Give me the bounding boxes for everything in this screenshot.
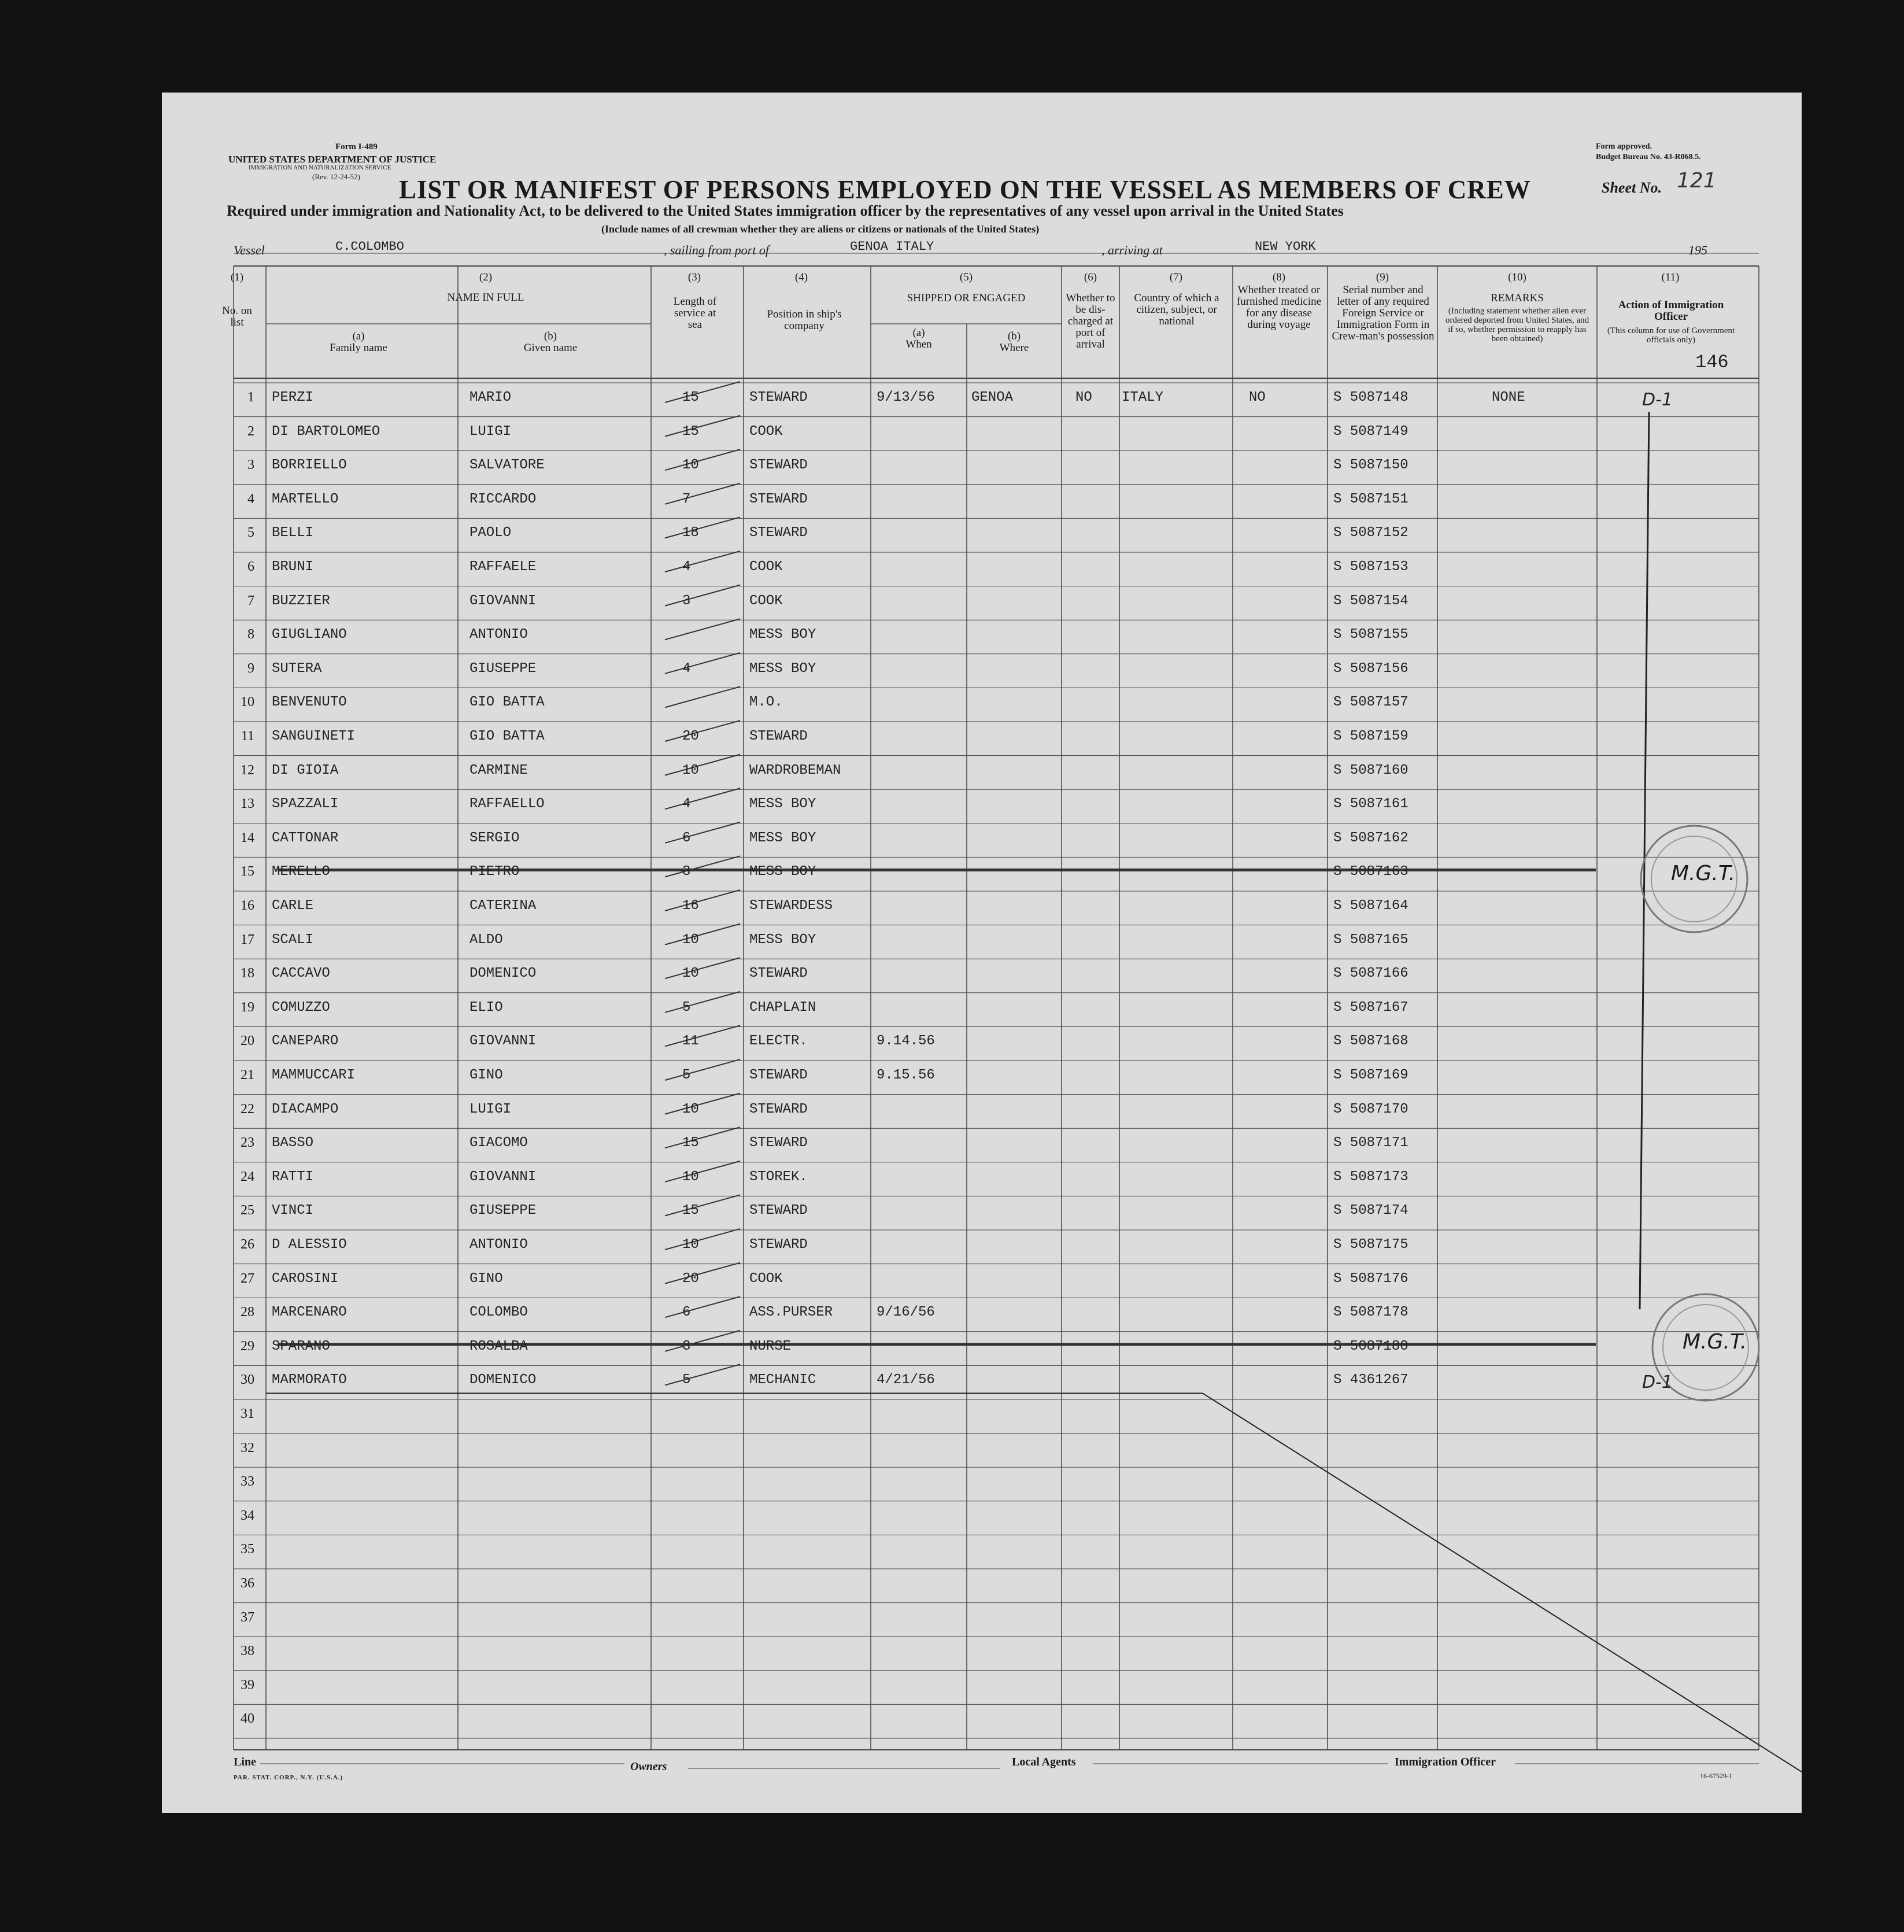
sheet-number: 121 bbox=[1677, 169, 1717, 193]
row-10-serial: S 5087157 bbox=[1333, 695, 1408, 711]
row-14-length: 6 bbox=[682, 830, 691, 846]
row-3-length: 10 bbox=[682, 457, 699, 474]
row-6-family: BRUNI bbox=[272, 559, 314, 575]
row-13-position: MESS BOY bbox=[749, 796, 816, 812]
row-16-length: 16 bbox=[682, 898, 699, 914]
row-25-length: 15 bbox=[682, 1203, 699, 1219]
row-15-given: PIETRO bbox=[469, 864, 520, 880]
row-17-length: 10 bbox=[682, 932, 699, 948]
row-5-n: 5 bbox=[247, 525, 254, 541]
row-5-given: PAOLO bbox=[469, 525, 512, 541]
empty-row-number: 32 bbox=[241, 1440, 254, 1456]
col10-number: (10) bbox=[1508, 271, 1526, 283]
col5-header: SHIPPED OR ENGAGED bbox=[907, 292, 1026, 304]
col7-number: (7) bbox=[1169, 271, 1183, 283]
row-15-length: 3 bbox=[682, 864, 691, 880]
row-11-position: STEWARD bbox=[749, 729, 808, 744]
row-22-length: 10 bbox=[682, 1101, 699, 1117]
row-15-n: 15 bbox=[241, 864, 254, 880]
col10-header: REMARKS bbox=[1491, 292, 1544, 304]
col5-number: (5) bbox=[959, 271, 973, 283]
row-21-length: 5 bbox=[682, 1067, 691, 1083]
row-30-n: 30 bbox=[241, 1372, 254, 1388]
footer-line-label: Line bbox=[234, 1756, 256, 1768]
form-subtitle: Required under immigration and Nationality Act, to be delivered to the United States immigration officer by the representatives of any vessel upon arrival in the United States bbox=[227, 202, 1344, 219]
row-19-position: CHAPLAIN bbox=[749, 999, 816, 1015]
row-19-family: COMUZZO bbox=[272, 999, 330, 1015]
col11-number: (11) bbox=[1661, 271, 1680, 283]
row-9-length: 4 bbox=[682, 660, 691, 677]
row-24-position: STOREK. bbox=[749, 1169, 808, 1185]
row-21-given: GINO bbox=[469, 1067, 503, 1083]
row-12-position: WARDROBEMAN bbox=[749, 762, 841, 778]
row-4-position: STEWARD bbox=[749, 491, 808, 507]
row-11-family: SANGUINETI bbox=[272, 729, 356, 744]
row-29-family: SPARANO bbox=[272, 1338, 330, 1354]
vessel-label: Vessel bbox=[234, 243, 265, 257]
row-22-given: LUIGI bbox=[469, 1101, 512, 1117]
tally-slash bbox=[665, 1094, 740, 1114]
row-19-length: 5 bbox=[682, 999, 691, 1015]
arriving-label: , arriving at bbox=[1101, 243, 1163, 257]
tally-slash bbox=[665, 992, 740, 1013]
service-name: IMMIGRATION AND NATURALIZATION SERVICE bbox=[249, 164, 391, 171]
row-17-position: MESS BOY bbox=[749, 932, 816, 948]
col11-note: (This column for use of Government officials only) bbox=[1607, 326, 1735, 345]
col11-header: Action of Immigration Officer bbox=[1618, 299, 1724, 323]
row-18-serial: S 5087166 bbox=[1333, 966, 1408, 982]
table-grid-lines bbox=[162, 93, 1802, 1813]
row-22-family: DIACAMPO bbox=[272, 1101, 339, 1117]
row-22-n: 22 bbox=[241, 1101, 254, 1117]
row-10-position: M.O. bbox=[749, 695, 783, 711]
row-17-n: 17 bbox=[241, 932, 254, 947]
row-1-length: 15 bbox=[682, 390, 699, 405]
form-number: Form I-489 bbox=[335, 142, 378, 152]
footer-form-code: 16-67529-1 bbox=[1700, 1772, 1732, 1780]
tally-slash bbox=[665, 551, 740, 572]
tally-slash bbox=[665, 1161, 740, 1182]
row-1-family: PERZI bbox=[272, 390, 314, 405]
tally-slash bbox=[665, 1263, 740, 1284]
row-11-length: 20 bbox=[682, 729, 699, 744]
row-5-position: STEWARD bbox=[749, 525, 808, 541]
row-10-n: 10 bbox=[241, 695, 254, 710]
row-12-given: CARMINE bbox=[469, 762, 528, 778]
row-11-n: 11 bbox=[241, 729, 254, 744]
col5b-letter: (b) bbox=[1007, 330, 1021, 342]
row-24-given: GIOVANNI bbox=[469, 1169, 537, 1185]
form-subtitle-2: (Include names of all crewman whether they are aliens or citizens or nationals of the United States) bbox=[601, 223, 1040, 235]
row-28-n: 28 bbox=[241, 1305, 254, 1320]
row-6-serial: S 5087153 bbox=[1333, 559, 1408, 575]
row-14-family: CATTONAR bbox=[272, 830, 339, 846]
stamp-handwritten-note-2: M.G.T. bbox=[1683, 1330, 1747, 1354]
row-2-position: COOK bbox=[749, 423, 783, 439]
row-25-position: STEWARD bbox=[749, 1203, 808, 1219]
row-2-serial: S 5087149 bbox=[1333, 423, 1408, 439]
row-2-family: DI BARTOLOMEO bbox=[272, 423, 380, 439]
col2a-header: Family name bbox=[330, 342, 387, 354]
row-14-serial: S 5087162 bbox=[1333, 830, 1408, 846]
row-3-serial: S 5087150 bbox=[1333, 457, 1408, 474]
row-19-n: 19 bbox=[241, 999, 254, 1015]
tally-slash bbox=[665, 382, 740, 402]
row-30-serial: S 4361267 bbox=[1333, 1372, 1408, 1388]
row-28-given: COLOMBO bbox=[469, 1305, 528, 1321]
closing-diagonal bbox=[1203, 1393, 1802, 1772]
empty-row-number: 33 bbox=[241, 1474, 254, 1490]
col8-number: (8) bbox=[1272, 271, 1286, 283]
row-21-n: 21 bbox=[241, 1067, 254, 1083]
vessel-name: C.COLOMBO bbox=[335, 239, 404, 254]
row-29-n: 29 bbox=[241, 1338, 254, 1354]
row-29-given: ROSALBA bbox=[469, 1338, 528, 1354]
row-9-family: SUTERA bbox=[272, 660, 322, 677]
row-21-position: STEWARD bbox=[749, 1067, 808, 1083]
row-30-length: 5 bbox=[682, 1372, 691, 1388]
row-27-length: 20 bbox=[682, 1270, 699, 1287]
row-20-when: 9.14.56 bbox=[877, 1033, 935, 1050]
row-4-serial: S 5087151 bbox=[1333, 491, 1408, 507]
row-25-given: GIUSEPPE bbox=[469, 1203, 537, 1219]
row-20-length: 11 bbox=[682, 1033, 699, 1050]
row-3-given: SALVATORE bbox=[469, 457, 545, 474]
row-1-when: 9/13/56 bbox=[877, 390, 935, 405]
col7-header: Country of which a citizen, subject, or national bbox=[1134, 292, 1219, 327]
row-25-family: VINCI bbox=[272, 1203, 314, 1219]
row-17-family: SCALI bbox=[272, 932, 314, 948]
row-8-n: 8 bbox=[247, 627, 254, 642]
row-27-family: CAROSINI bbox=[272, 1270, 339, 1287]
row-21-family: MAMMUCCARI bbox=[272, 1067, 356, 1083]
row-20-n: 20 bbox=[241, 1033, 254, 1049]
row-21-serial: S 5087169 bbox=[1333, 1067, 1408, 1083]
row-1-n: 1 bbox=[247, 390, 254, 405]
col8-header: Whether treated or furnished medicine for any disease during voyage bbox=[1236, 284, 1322, 331]
row-17-serial: S 5087165 bbox=[1333, 932, 1408, 948]
row-15-serial: S 5087163 bbox=[1333, 864, 1408, 880]
row-23-serial: S 5087171 bbox=[1333, 1135, 1408, 1151]
row-16-position: STEWARDESS bbox=[749, 898, 833, 914]
row-26-n: 26 bbox=[241, 1237, 254, 1252]
row-8-position: MESS BOY bbox=[749, 627, 816, 643]
tally-slash bbox=[665, 788, 740, 809]
row-1-country: ITALY bbox=[1122, 390, 1164, 405]
tally-slash bbox=[665, 449, 740, 470]
row-8-given: ANTONIO bbox=[469, 627, 528, 643]
row-14-n: 14 bbox=[241, 830, 254, 845]
tally-slash bbox=[665, 890, 740, 911]
tally-slash bbox=[665, 517, 740, 538]
form-revision: (Rev. 12-24-52) bbox=[312, 172, 360, 181]
row-19-serial: S 5087167 bbox=[1333, 999, 1408, 1015]
row-1-where: GENOA bbox=[971, 390, 1014, 405]
col2b-header: Given name bbox=[523, 342, 578, 354]
col2-header: NAME IN FULL bbox=[447, 291, 524, 304]
tally-slash bbox=[665, 416, 740, 437]
col9-number: (9) bbox=[1376, 271, 1389, 283]
row-10-family: BENVENUTO bbox=[272, 695, 347, 711]
tally-slash bbox=[665, 958, 740, 978]
row-19-given: ELIO bbox=[469, 999, 503, 1015]
footer-printer: PAR. STAT. CORP., N.Y. (U.S.A.) bbox=[234, 1774, 343, 1781]
col5a-header: When bbox=[905, 338, 932, 350]
row-22-position: STEWARD bbox=[749, 1101, 808, 1117]
empty-row-number: 40 bbox=[241, 1711, 254, 1727]
col11-value: 146 bbox=[1695, 352, 1729, 373]
row-1-discharged: NO bbox=[1075, 390, 1092, 405]
row-13-given: RAFFAELLO bbox=[469, 796, 545, 812]
row-25-serial: S 5087174 bbox=[1333, 1203, 1408, 1219]
arriving-port: NEW YORK bbox=[1255, 239, 1316, 254]
row-7-length: 3 bbox=[682, 593, 691, 609]
row-4-given: RICCARDO bbox=[469, 491, 537, 507]
row-17-given: ALDO bbox=[469, 932, 503, 948]
row-6-given: RAFFAELE bbox=[469, 559, 537, 575]
row-16-n: 16 bbox=[241, 898, 254, 913]
row-13-length: 4 bbox=[682, 796, 691, 812]
row-1-given: MARIO bbox=[469, 390, 512, 405]
col6-header: Whether to be dis-charged at port of arrival bbox=[1066, 292, 1115, 350]
row-28-length: 6 bbox=[682, 1305, 691, 1321]
tally-slash bbox=[665, 856, 740, 877]
tally-slash bbox=[665, 619, 740, 640]
row-28-serial: S 5087178 bbox=[1333, 1305, 1408, 1321]
row-23-n: 23 bbox=[241, 1135, 254, 1151]
footer-owners-label: Owners bbox=[630, 1760, 667, 1773]
sailing-port: GENOA ITALY bbox=[850, 239, 934, 254]
row-27-serial: S 5087176 bbox=[1333, 1270, 1408, 1287]
row-5-family: BELLI bbox=[272, 525, 314, 541]
row-3-n: 3 bbox=[247, 457, 254, 473]
row-2-n: 2 bbox=[247, 423, 254, 439]
col10-note: (Including statement whether alien ever ordered deported from United States, and if so, whether permission to reapply has been obtained) bbox=[1445, 306, 1589, 343]
row-20-serial: S 5087168 bbox=[1333, 1033, 1408, 1050]
row-20-family: CANEPARO bbox=[272, 1033, 339, 1050]
row-9-given: GIUSEPPE bbox=[469, 660, 537, 677]
row-9-serial: S 5087156 bbox=[1333, 660, 1408, 677]
row-1-remarks: NONE bbox=[1492, 390, 1525, 405]
row-10-given: GIO BATTA bbox=[469, 695, 545, 711]
row-21-when: 9.15.56 bbox=[877, 1067, 935, 1083]
col4-header: Position in ship's company bbox=[767, 308, 842, 332]
row-27-position: COOK bbox=[749, 1270, 783, 1287]
row-28-when: 9/16/56 bbox=[877, 1305, 935, 1321]
row-30-family: MARMORATO bbox=[272, 1372, 347, 1388]
row-13-family: SPAZZALI bbox=[272, 796, 339, 812]
row-11-given: GIO BATTA bbox=[469, 729, 545, 744]
row-30-position: MECHANIC bbox=[749, 1372, 816, 1388]
row-5-serial: S 5087152 bbox=[1333, 525, 1408, 541]
row-18-length: 10 bbox=[682, 966, 699, 982]
row-14-given: SERGIO bbox=[469, 830, 520, 846]
tally-slash bbox=[665, 1229, 740, 1250]
col1-number: (1) bbox=[230, 271, 244, 283]
row-13-serial: S 5087161 bbox=[1333, 796, 1408, 812]
row-20-position: ELECTR. bbox=[749, 1033, 808, 1050]
form-title: LIST OR MANIFEST OF PERSONS EMPLOYED ON THE VESSEL AS MEMBERS OF CREW bbox=[399, 175, 1531, 204]
row-2-given: LUIGI bbox=[469, 423, 512, 439]
tally-slash bbox=[665, 653, 740, 674]
row-18-n: 18 bbox=[241, 966, 254, 981]
tally-slash bbox=[665, 483, 740, 504]
row-7-n: 7 bbox=[247, 593, 254, 608]
row-23-length: 15 bbox=[682, 1135, 699, 1151]
row-26-serial: S 5087175 bbox=[1333, 1237, 1408, 1253]
row-6-position: COOK bbox=[749, 559, 783, 575]
col9-header: Serial number and letter of any required Foreign Service or Immigration Form in Crew-man's possession bbox=[1332, 284, 1435, 342]
row-16-family: CARLE bbox=[272, 898, 314, 914]
row-24-n: 24 bbox=[241, 1169, 254, 1184]
row-8-family: GIUGLIANO bbox=[272, 627, 347, 643]
row-12-length: 10 bbox=[682, 762, 699, 778]
approval-line-1: Form approved. bbox=[1596, 142, 1652, 151]
row-7-serial: S 5087154 bbox=[1333, 593, 1408, 609]
year-label: 195 bbox=[1688, 243, 1707, 257]
manifest-sheet bbox=[162, 93, 1802, 1813]
row-7-position: COOK bbox=[749, 593, 783, 609]
row-12-n: 12 bbox=[241, 762, 254, 778]
row-26-length: 10 bbox=[682, 1237, 699, 1253]
sheet-label: Sheet No. bbox=[1602, 179, 1662, 196]
row-30-when: 4/21/56 bbox=[877, 1372, 935, 1388]
row-23-position: STEWARD bbox=[749, 1135, 808, 1151]
tally-slash bbox=[665, 686, 740, 707]
tally-slash bbox=[665, 721, 740, 741]
tally-slash bbox=[665, 1025, 740, 1046]
row-9-n: 9 bbox=[247, 660, 254, 676]
row-28-position: ASS.PURSER bbox=[749, 1305, 833, 1321]
col2b-letter: (b) bbox=[544, 330, 557, 342]
row-20-given: GIOVANNI bbox=[469, 1033, 537, 1050]
row-15-family: MERELLO bbox=[272, 864, 330, 880]
empty-row-number: 37 bbox=[241, 1609, 254, 1625]
empty-row-number: 36 bbox=[241, 1576, 254, 1591]
col5b-header: Where bbox=[999, 342, 1029, 354]
col3-number: (3) bbox=[687, 271, 701, 283]
row-18-given: DOMENICO bbox=[469, 966, 537, 982]
stamp-handwritten-note-1: M.G.T. bbox=[1671, 862, 1736, 885]
sailing-label: , sailing from port of bbox=[664, 243, 769, 257]
row-15-position: MESS BOY bbox=[749, 864, 816, 880]
footer-officer-label: Immigration Officer bbox=[1395, 1756, 1496, 1768]
row-24-length: 10 bbox=[682, 1169, 699, 1185]
col6-number: (6) bbox=[1084, 271, 1097, 283]
row-27-given: GINO bbox=[469, 1270, 503, 1287]
col1-header: No. on list bbox=[222, 305, 252, 328]
crew-table bbox=[162, 93, 1802, 1813]
row-29-length: 3 bbox=[682, 1338, 691, 1354]
empty-row-number: 38 bbox=[241, 1643, 254, 1659]
row-26-given: ANTONIO bbox=[469, 1237, 528, 1253]
row-4-length: 7 bbox=[682, 491, 691, 507]
row-12-serial: S 5087160 bbox=[1333, 762, 1408, 778]
row-12-family: DI GIOIA bbox=[272, 762, 339, 778]
empty-row-number: 34 bbox=[241, 1508, 254, 1523]
tally-slash bbox=[665, 1059, 740, 1080]
row-29-position: NURSE bbox=[749, 1338, 792, 1354]
row-14-position: MESS BOY bbox=[749, 830, 816, 846]
col2-number: (2) bbox=[479, 271, 493, 283]
row-2-length: 15 bbox=[682, 423, 699, 439]
row-1-serial: S 5087148 bbox=[1333, 390, 1408, 405]
row-29-serial: S 5087180 bbox=[1333, 1338, 1408, 1354]
row-27-n: 27 bbox=[241, 1270, 254, 1286]
footer-agents-label: Local Agents bbox=[1012, 1756, 1076, 1768]
approval-line-2: Budget Bureau No. 43-R068.5. bbox=[1596, 153, 1701, 161]
row-11-serial: S 5087159 bbox=[1333, 729, 1408, 744]
row-22-serial: S 5087170 bbox=[1333, 1101, 1408, 1117]
row-6-n: 6 bbox=[247, 559, 254, 574]
row-24-family: RATTI bbox=[272, 1169, 314, 1185]
tally-slash bbox=[665, 1127, 740, 1148]
tally-slash bbox=[665, 1195, 740, 1219]
row-24-serial: S 5087173 bbox=[1333, 1169, 1408, 1185]
row-16-given: CATERINA bbox=[469, 898, 537, 914]
empty-row-number: 35 bbox=[241, 1542, 254, 1557]
tally-slash bbox=[665, 924, 740, 945]
row-6-length: 4 bbox=[682, 559, 691, 575]
tally-slash bbox=[665, 755, 740, 775]
row-9-position: MESS BOY bbox=[749, 660, 816, 677]
row-23-given: GIACOMO bbox=[469, 1135, 528, 1151]
row-23-family: BASSO bbox=[272, 1135, 314, 1151]
row-26-family: D ALESSIO bbox=[272, 1237, 347, 1253]
col2a-letter: (a) bbox=[352, 330, 365, 342]
row-7-family: BUZZIER bbox=[272, 593, 330, 609]
tally-slash bbox=[665, 585, 740, 606]
row-18-position: STEWARD bbox=[749, 966, 808, 982]
tally-slash bbox=[665, 1364, 740, 1385]
row-13-n: 13 bbox=[241, 796, 254, 812]
row-1-treated: NO bbox=[1249, 390, 1266, 405]
col5a-letter: (a) bbox=[912, 327, 925, 339]
row-18-family: CACCAVO bbox=[272, 966, 330, 982]
row-25-n: 25 bbox=[241, 1203, 254, 1218]
row-3-position: STEWARD bbox=[749, 457, 808, 474]
row-1-action: D-1 bbox=[1642, 390, 1673, 410]
row-5-length: 18 bbox=[682, 525, 699, 541]
empty-row-number: 39 bbox=[241, 1677, 254, 1693]
row-26-position: STEWARD bbox=[749, 1237, 808, 1253]
col4-number: (4) bbox=[794, 271, 808, 283]
row-4-family: MARTELLO bbox=[272, 491, 339, 507]
tally-slash bbox=[665, 1331, 740, 1351]
row-16-serial: S 5087164 bbox=[1333, 898, 1408, 914]
row-8-serial: S 5087155 bbox=[1333, 627, 1408, 643]
row-3-family: BORRIELLO bbox=[272, 457, 347, 474]
row-30-given: DOMENICO bbox=[469, 1372, 537, 1388]
col3-header: Length of service at sea bbox=[673, 295, 717, 331]
row-28-family: MARCENARO bbox=[272, 1305, 347, 1321]
tally-slash bbox=[665, 1296, 740, 1317]
department-name: UNITED STATES DEPARTMENT OF JUSTICE bbox=[228, 154, 437, 165]
row-1-position: STEWARD bbox=[749, 390, 808, 405]
row-30-action: D-1 bbox=[1642, 1372, 1673, 1393]
row-7-given: GIOVANNI bbox=[469, 593, 537, 609]
tally-slash bbox=[665, 822, 740, 843]
row-4-n: 4 bbox=[247, 491, 254, 507]
empty-row-number: 31 bbox=[241, 1406, 254, 1421]
